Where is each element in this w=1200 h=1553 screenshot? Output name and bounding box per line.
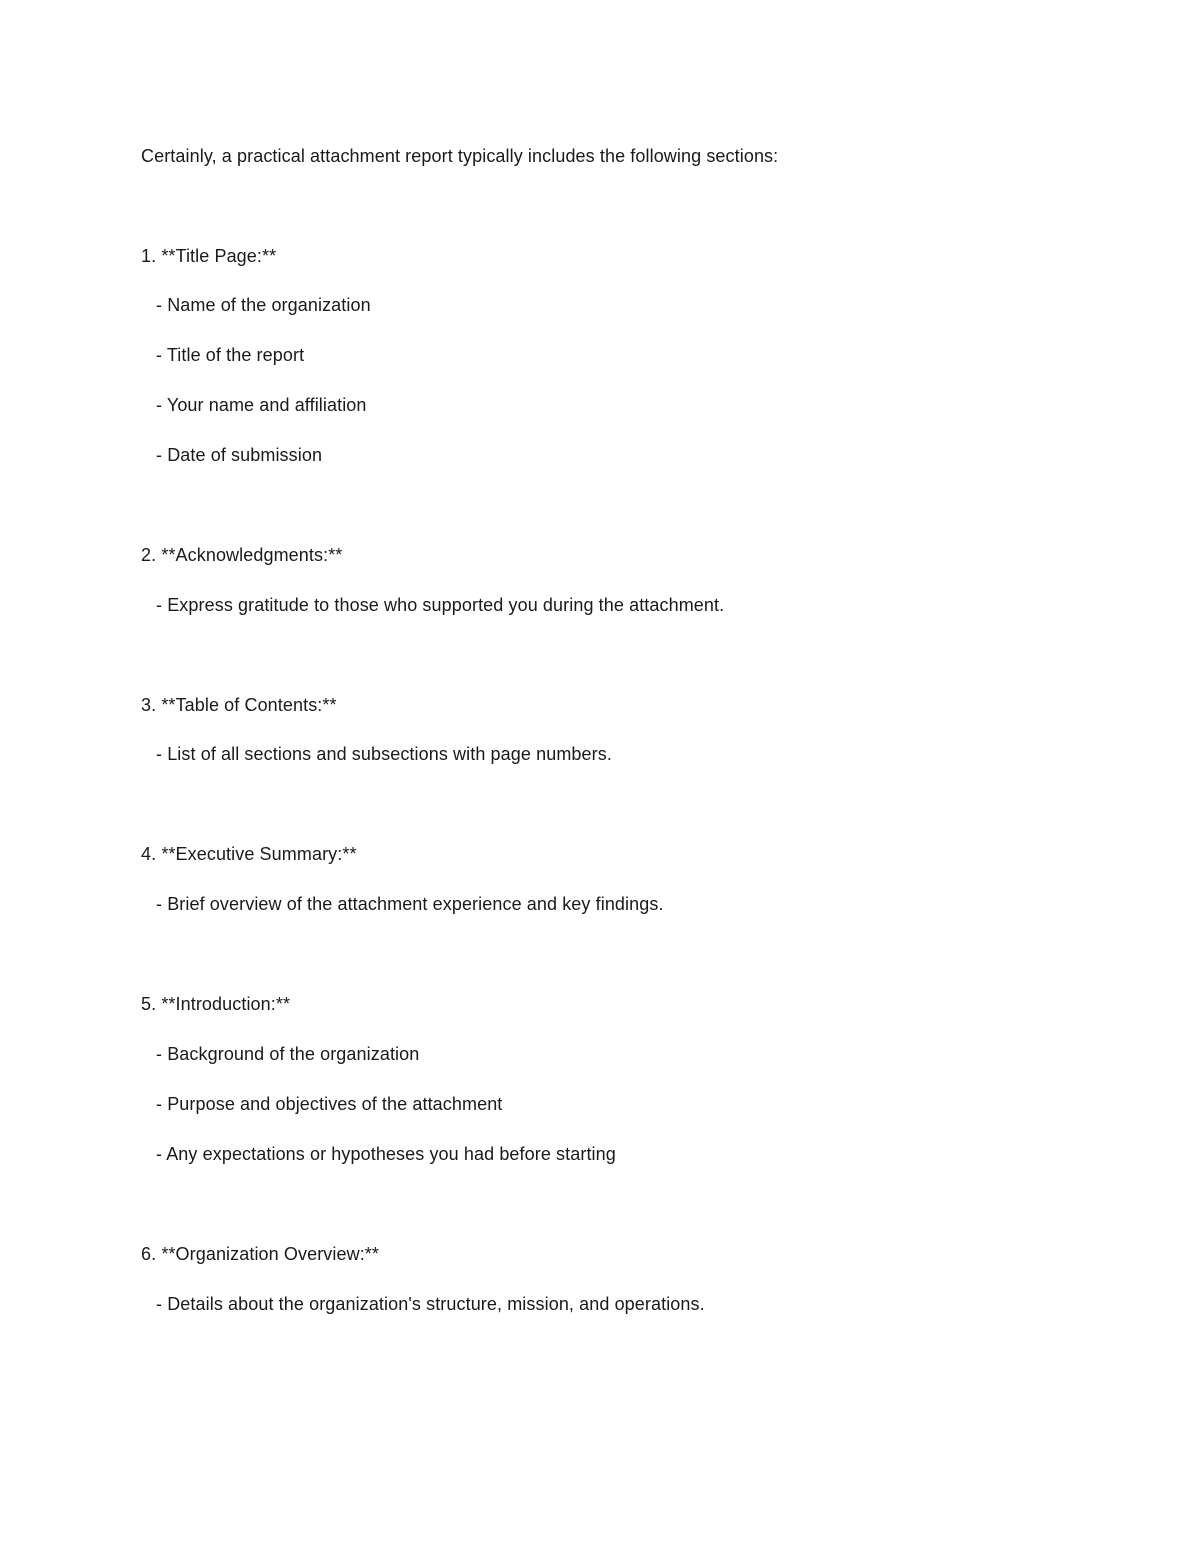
section-heading-organization-overview: 6. **Organization Overview:** (141, 1244, 380, 1264)
section-heading-acknowledgments: 2. **Acknowledgments:** (141, 545, 343, 565)
list-item: - Purpose and objectives of the attachment (156, 1094, 503, 1114)
list-item: - List of all sections and subsections with page numbers. (156, 744, 612, 764)
list-item: - Any expectations or hypotheses you had before starting (156, 1144, 616, 1164)
intro-text: Certainly, a practical attachment report typically includes the following sections: (141, 146, 779, 166)
section-heading-title-page: 1. **Title Page:** (141, 246, 277, 266)
list-item: - Date of submission (156, 445, 323, 465)
section-heading-table-of-contents: 3. **Table of Contents:** (141, 695, 337, 715)
list-item: - Name of the organization (156, 295, 371, 315)
section-heading-introduction: 5. **Introduction:** (141, 994, 291, 1014)
list-item: - Background of the organization (156, 1044, 420, 1064)
list-item: - Your name and affiliation (156, 395, 367, 415)
list-item: - Title of the report (156, 345, 305, 365)
section-heading-executive-summary: 4. **Executive Summary:** (141, 844, 357, 864)
list-item: - Brief overview of the attachment experience and key findings. (156, 894, 664, 914)
list-item: - Express gratitude to those who supported you during the attachment. (156, 595, 725, 615)
list-item: - Details about the organization's structure, mission, and operations. (156, 1294, 705, 1314)
